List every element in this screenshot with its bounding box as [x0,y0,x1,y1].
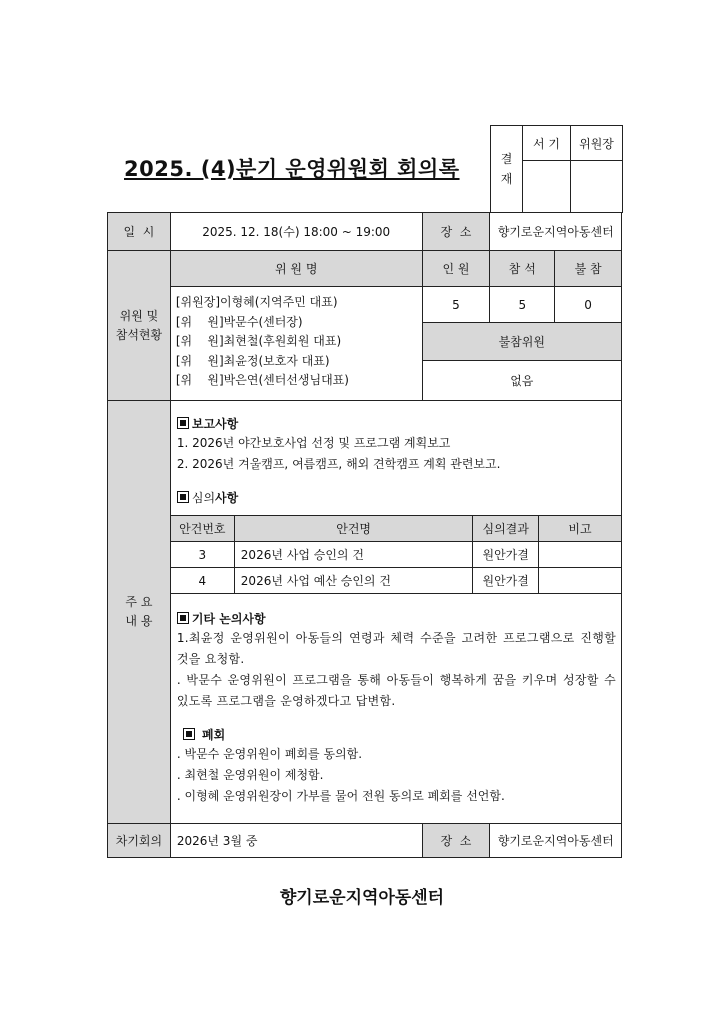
other-item: 1.최윤정 운영위원이 아동들의 연령과 체력 수준을 고려한 프로그램으로 진행할 것을 요청함. [176,631,616,666]
minutes-table [107,212,622,858]
content-body [170,401,621,824]
next-place-value: 향기로운지역아동센터 [490,824,622,858]
approval-sign-clerk[interactable] [523,161,571,213]
place-label: 장 소 [422,213,490,251]
member-item: [위 원]최윤정(보호자 대표) [175,353,330,368]
agenda-result: 원안가결 [473,542,538,568]
closing-item: . 박문수 운영위원이 폐회를 동의함. [176,747,363,761]
absent-count: 0 [555,287,622,323]
closing-item: . 이형혜 운영위원장이 가부를 물어 전원 동의로 폐회를 선언함. [176,789,505,803]
present-count: 5 [490,287,555,323]
members-list [170,287,422,401]
agenda-no: 3 [171,542,234,568]
attendance-section-label [108,251,171,401]
agenda-header-name: 안건명 [234,516,473,542]
deliberation-title-part2: 사항 [215,491,239,505]
present-header: 참 석 [490,251,555,287]
content-section-label [108,401,171,824]
report-item: 1. 2026년 야간보호사업 선정 및 프로그램 계획보고 [176,436,451,450]
absent-header: 불 참 [555,251,622,287]
report-section-title [177,415,616,433]
agenda-header-no: 안건번호 [171,516,234,542]
member-item: [위 원]최현철(후원회원 대표) [175,334,342,348]
closing-item: . 최현철 운영위원이 제청함. [176,768,324,782]
member-item: [위원장]이형혜(지역주민 대표) [175,295,338,309]
member-item: [위 원]박은연(센터선생님대표) [175,373,349,387]
date-label: 일 시 [108,213,171,251]
agenda-no: 4 [171,568,234,594]
next-place-label: 장 소 [422,824,490,858]
absent-members-value: 없음 [422,361,621,401]
member-count: 5 [422,287,490,323]
agenda-table [171,515,621,594]
deliberation-title-part1: 심의 [191,491,216,505]
agenda-note [538,542,621,568]
other-title-text: 기타 논의사항 [191,612,266,626]
approval-label [491,126,523,213]
place-value: 향기로운지역아동센터 [490,213,622,251]
agenda-header-note: 비고 [538,516,621,542]
other-section-title [177,610,616,628]
agenda-header-result: 심의결과 [473,516,538,542]
footer-org-name: 향기로운지역아동센터 [279,888,445,908]
count-header: 인 원 [422,251,490,287]
agenda-result: 원안가결 [473,568,538,594]
agenda-name: 2026년 사업 승인의 건 [234,542,473,568]
agenda-name: 2026년 사업 예산 승인의 건 [234,568,473,594]
square-bullet-icon [177,491,189,503]
approval-label-top: 결 [500,152,513,166]
closing-title-text: 폐회 [202,728,226,742]
approval-label-bottom: 재 [500,172,513,186]
approval-sign-chair[interactable] [571,161,623,213]
table-row [171,542,621,568]
content-label-line1: 주 요 [125,595,153,609]
square-bullet-icon [177,612,189,624]
agenda-note [538,568,621,594]
square-bullet-icon [183,728,195,740]
next-meeting-label: 차기회의 [108,824,171,858]
members-header: 위 원 명 [170,251,422,287]
document-title: 2025. (4)분기 운영위원회 회의록 [124,157,460,181]
content-label-line2: 내 용 [125,614,153,628]
closing-section-title [177,726,616,744]
square-bullet-icon [177,417,189,429]
member-item: [위 원]박문수(센터장) [175,314,303,329]
table-row [171,568,621,594]
next-meeting-value: 2026년 3월 중 [170,824,422,858]
deliberation-section-title [177,489,616,507]
other-item: . 박문수 운영위원이 프로그램을 통해 아동들이 행복하게 꿈을 키우며 성장할 수 있도록 프로그램을 운영하겠다고 답변함. [176,673,616,708]
report-title-text: 보고사항 [191,417,239,431]
report-item: 2. 2026년 겨울캠프, 여름캠프, 해외 견학캠프 계획 관련보고. [176,457,501,471]
approval-box [490,125,623,213]
approval-role-clerk: 서 기 [523,126,571,161]
approval-role-chair: 위원장 [571,126,623,161]
attendance-label-line1: 위원 및 [119,308,159,323]
absent-members-header: 불참위원 [422,323,621,361]
attendance-label-line2: 참석현황 [115,327,163,342]
date-value: 2025. 12. 18(수) 18:00 ~ 19:00 [170,213,422,251]
